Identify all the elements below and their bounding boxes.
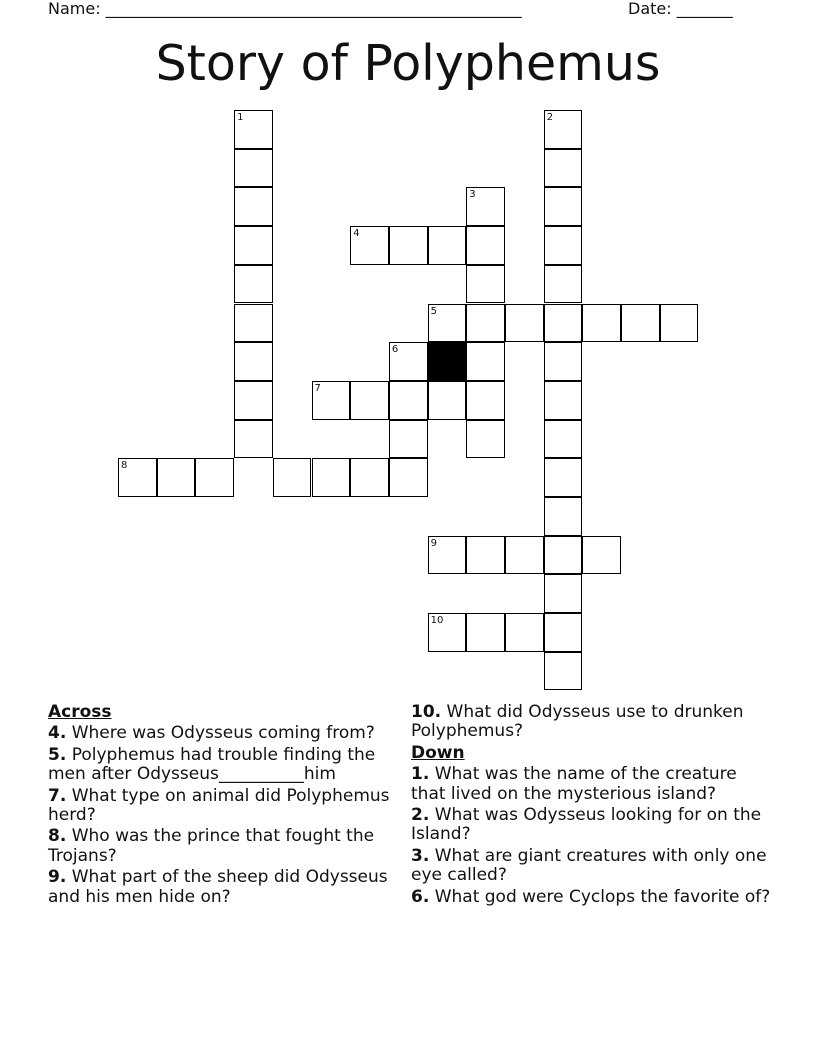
grid-cell[interactable]: [544, 304, 583, 343]
grid-cell[interactable]: [389, 458, 428, 497]
clue-number: 3: [469, 189, 476, 201]
down-heading: Down: [411, 742, 465, 763]
grid-cell[interactable]: [505, 536, 544, 575]
across-heading: Across: [48, 702, 112, 722]
grid-cell[interactable]: [234, 342, 273, 381]
grid-cell[interactable]: [544, 613, 583, 652]
grid-cell[interactable]: [234, 265, 273, 304]
clue-number: 7: [314, 382, 321, 394]
grid-cell[interactable]: [350, 458, 389, 497]
grid-cell[interactable]: [428, 381, 467, 420]
grid-cell[interactable]: [466, 304, 505, 343]
grid-cell[interactable]: [544, 381, 583, 420]
grid-cell[interactable]: [312, 458, 351, 497]
clues-left-column: [48, 703, 393, 909]
grid-cell[interactable]: [234, 149, 273, 188]
name-field-label: Name: ____________________________________________________: [48, 0, 522, 18]
clue-number: 1: [237, 112, 244, 123]
grid-cell[interactable]: [118, 458, 157, 497]
grid-cell[interactable]: [428, 536, 467, 575]
grid-cell[interactable]: [234, 420, 273, 459]
grid-cell[interactable]: [234, 110, 273, 149]
grid-cell[interactable]: [428, 613, 467, 652]
grid-cell[interactable]: [505, 304, 544, 343]
clues-right-column: [411, 703, 771, 909]
clue-number: 4: [353, 228, 360, 240]
grid-cell[interactable]: [544, 149, 583, 188]
grid-cell[interactable]: [466, 420, 505, 459]
down-clue-6: 6. What god were Cyclops the favorite of?: [411, 886, 771, 907]
grid-cell[interactable]: [466, 342, 505, 381]
grid-cell[interactable]: [544, 265, 583, 304]
across-clue-10: 10. What did Odysseus use to drunken Polyphemus?: [411, 702, 744, 742]
grid-cell[interactable]: [350, 226, 389, 265]
grid-cell[interactable]: [195, 458, 234, 497]
grid-cell[interactable]: [582, 304, 621, 343]
clue-number: 9: [430, 537, 437, 549]
grid-cell[interactable]: [621, 304, 660, 343]
clue-number: 10: [430, 615, 444, 627]
grid-cell[interactable]: [544, 110, 583, 149]
grid-cell[interactable]: [544, 652, 583, 691]
grid-cell[interactable]: [234, 381, 273, 420]
grid-cell[interactable]: [312, 381, 351, 420]
grid-cell[interactable]: [544, 536, 583, 575]
down-clue-3: 3. What are giant creatures with only one eye called?: [411, 845, 767, 886]
grid-cell[interactable]: [234, 304, 273, 343]
down-clue-1: 1. What was the name of the creature that lived on the mysterious island?: [411, 764, 737, 804]
grid-cell[interactable]: [544, 458, 583, 497]
clue-number: 8: [121, 460, 128, 472]
grid-cell[interactable]: [660, 304, 699, 343]
grid-cell[interactable]: [389, 226, 428, 265]
page-title: Story of Polyphemus: [155, 35, 661, 92]
grid-cell[interactable]: [234, 187, 273, 226]
grid-cell[interactable]: [544, 187, 583, 226]
across-clue-9: 9. What part of the sheep did Odysseus and his men hide on?: [48, 867, 388, 907]
grid-cell[interactable]: [582, 536, 621, 575]
across-clue-4: 4. Where was Odysseus coming from?: [48, 723, 375, 744]
clue-number: 5: [430, 305, 437, 317]
date-field-label: Date: _______: [628, 0, 733, 18]
grid-cell[interactable]: [466, 265, 505, 304]
grid-cell[interactable]: [157, 458, 196, 497]
grid-cell[interactable]: [389, 342, 428, 381]
grid-cell[interactable]: [389, 381, 428, 420]
grid-cell[interactable]: [428, 226, 467, 265]
grid-cell[interactable]: [273, 458, 312, 497]
grid-cell[interactable]: [544, 342, 583, 381]
grid-cell[interactable]: [544, 420, 583, 459]
grid-cell[interactable]: [505, 613, 544, 652]
clue-number: 2: [546, 112, 554, 123]
grid-cell[interactable]: [428, 304, 467, 343]
grid-cell[interactable]: [544, 497, 583, 536]
grid-cell[interactable]: [389, 420, 428, 459]
clue-number: 6: [391, 344, 399, 356]
grid-cell[interactable]: [350, 381, 389, 420]
across-clue-8: 8. Who was the prince that fought the Trojans?: [48, 826, 375, 866]
across-clue-7: 7. What type on animal did Polyphemus herd?: [48, 785, 390, 826]
grid-cell[interactable]: [466, 613, 505, 652]
down-clue-2: 2. What was Odysseus looking for on the Island?: [411, 805, 762, 845]
across-clue-5: 5. Polyphemus had trouble finding the men after Odysseus__________him: [48, 744, 376, 785]
grid-cell[interactable]: [466, 536, 505, 575]
black-cell: [428, 342, 467, 381]
grid-cell[interactable]: [466, 187, 505, 226]
grid-cell[interactable]: [544, 226, 583, 265]
grid-cell[interactable]: [466, 226, 505, 265]
grid-cell[interactable]: [234, 226, 273, 265]
grid-cell[interactable]: [466, 381, 505, 420]
grid-cell[interactable]: [544, 574, 583, 613]
